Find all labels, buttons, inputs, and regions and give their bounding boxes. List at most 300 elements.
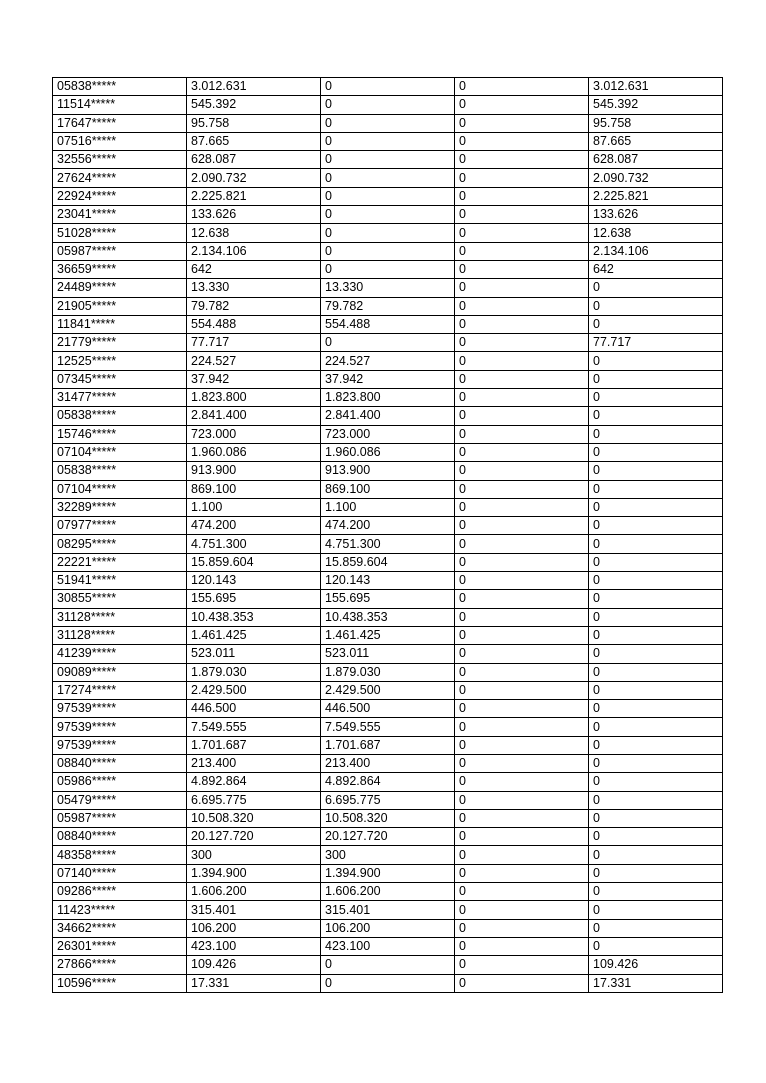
col3-cell: 155.695: [321, 590, 455, 608]
col4-cell: 0: [455, 956, 589, 974]
table-row: [53, 718, 723, 736]
amount-cell: 2.429.500: [187, 681, 321, 699]
id-cell: 97539*****: [53, 718, 187, 736]
table-row: [53, 590, 723, 608]
col5-cell: 0: [589, 462, 723, 480]
table-row: [53, 846, 723, 864]
table-row: [53, 864, 723, 882]
amount-cell: 1.701.687: [187, 736, 321, 754]
col3-cell: 1.701.687: [321, 736, 455, 754]
col4-cell: 0: [455, 462, 589, 480]
col3-cell: 1.394.900: [321, 864, 455, 882]
amount-cell: 1.461.425: [187, 626, 321, 644]
amount-cell: 13.330: [187, 279, 321, 297]
col3-cell: 2.841.400: [321, 407, 455, 425]
col5-cell: 642: [589, 260, 723, 278]
amount-cell: 523.011: [187, 645, 321, 663]
col3-cell: 0: [321, 151, 455, 169]
col3-cell: 0: [321, 78, 455, 96]
col4-cell: 0: [455, 791, 589, 809]
table-row: [53, 462, 723, 480]
id-cell: 36659*****: [53, 260, 187, 278]
col5-cell: 0: [589, 754, 723, 772]
table-row: [53, 700, 723, 718]
col4-cell: 0: [455, 937, 589, 955]
amount-cell: 1.879.030: [187, 663, 321, 681]
col5-cell: 0: [589, 407, 723, 425]
table-row: [53, 260, 723, 278]
col5-cell: 109.426: [589, 956, 723, 974]
table-body: [53, 78, 723, 993]
col5-cell: 628.087: [589, 151, 723, 169]
col4-cell: 0: [455, 206, 589, 224]
table-row: [53, 169, 723, 187]
col5-cell: 3.012.631: [589, 78, 723, 96]
id-cell: 24489*****: [53, 279, 187, 297]
id-cell: 27624*****: [53, 169, 187, 187]
col5-cell: 0: [589, 297, 723, 315]
col5-cell: 0: [589, 901, 723, 919]
id-cell: 26301*****: [53, 937, 187, 955]
col3-cell: 315.401: [321, 901, 455, 919]
col5-cell: 87.665: [589, 132, 723, 150]
amount-cell: 300: [187, 846, 321, 864]
col3-cell: 13.330: [321, 279, 455, 297]
id-cell: 97539*****: [53, 736, 187, 754]
col5-cell: 0: [589, 608, 723, 626]
col5-cell: 0: [589, 535, 723, 553]
col3-cell: 554.488: [321, 315, 455, 333]
id-cell: 22924*****: [53, 187, 187, 205]
col5-cell: 12.638: [589, 224, 723, 242]
id-cell: 09089*****: [53, 663, 187, 681]
id-cell: 07977*****: [53, 517, 187, 535]
col5-cell: 0: [589, 828, 723, 846]
col5-cell: 2.225.821: [589, 187, 723, 205]
col4-cell: 0: [455, 700, 589, 718]
col5-cell: 0: [589, 480, 723, 498]
table-row: [53, 297, 723, 315]
amount-cell: 1.823.800: [187, 389, 321, 407]
amount-cell: 446.500: [187, 700, 321, 718]
id-cell: 27866*****: [53, 956, 187, 974]
table-row: [53, 242, 723, 260]
amount-cell: 17.331: [187, 974, 321, 992]
id-cell: 07516*****: [53, 132, 187, 150]
col4-cell: 0: [455, 809, 589, 827]
col5-cell: 0: [589, 352, 723, 370]
col4-cell: 0: [455, 645, 589, 663]
col3-cell: 6.695.775: [321, 791, 455, 809]
col3-cell: 4.892.864: [321, 773, 455, 791]
col4-cell: 0: [455, 279, 589, 297]
table-row: [53, 663, 723, 681]
table-row: [53, 443, 723, 461]
col4-cell: 0: [455, 169, 589, 187]
col3-cell: 0: [321, 956, 455, 974]
col5-cell: 0: [589, 626, 723, 644]
amount-cell: 628.087: [187, 151, 321, 169]
col3-cell: 213.400: [321, 754, 455, 772]
col3-cell: 4.751.300: [321, 535, 455, 553]
col3-cell: 1.461.425: [321, 626, 455, 644]
col4-cell: 0: [455, 315, 589, 333]
table-row: [53, 626, 723, 644]
amount-cell: 1.960.086: [187, 443, 321, 461]
col4-cell: 0: [455, 297, 589, 315]
col4-cell: 0: [455, 846, 589, 864]
table-row: [53, 279, 723, 297]
amount-cell: 723.000: [187, 425, 321, 443]
table-row: [53, 132, 723, 150]
col4-cell: 0: [455, 864, 589, 882]
col3-cell: 1.100: [321, 498, 455, 516]
col3-cell: 0: [321, 114, 455, 132]
table-row: [53, 773, 723, 791]
amount-cell: 109.426: [187, 956, 321, 974]
col5-cell: 0: [589, 773, 723, 791]
table-row: [53, 883, 723, 901]
id-cell: 30855*****: [53, 590, 187, 608]
col3-cell: 0: [321, 132, 455, 150]
col3-cell: 913.900: [321, 462, 455, 480]
table-row: [53, 754, 723, 772]
col3-cell: 0: [321, 974, 455, 992]
col3-cell: 1.606.200: [321, 883, 455, 901]
amount-cell: 4.892.864: [187, 773, 321, 791]
col5-cell: 0: [589, 572, 723, 590]
amount-cell: 2.134.106: [187, 242, 321, 260]
col3-cell: 37.942: [321, 370, 455, 388]
amount-cell: 77.717: [187, 334, 321, 352]
amount-cell: 95.758: [187, 114, 321, 132]
col3-cell: 120.143: [321, 572, 455, 590]
amount-cell: 423.100: [187, 937, 321, 955]
col4-cell: 0: [455, 663, 589, 681]
table-row: [53, 937, 723, 955]
id-cell: 51028*****: [53, 224, 187, 242]
col5-cell: 545.392: [589, 96, 723, 114]
table-row: [53, 791, 723, 809]
table-row: [53, 828, 723, 846]
id-cell: 09286*****: [53, 883, 187, 901]
col3-cell: 7.549.555: [321, 718, 455, 736]
table-row: [53, 224, 723, 242]
id-cell: 21779*****: [53, 334, 187, 352]
amount-cell: 2.841.400: [187, 407, 321, 425]
col4-cell: 0: [455, 224, 589, 242]
col4-cell: 0: [455, 572, 589, 590]
col4-cell: 0: [455, 407, 589, 425]
col3-cell: 20.127.720: [321, 828, 455, 846]
id-cell: 11423*****: [53, 901, 187, 919]
col3-cell: 446.500: [321, 700, 455, 718]
id-cell: 21905*****: [53, 297, 187, 315]
table-row: [53, 78, 723, 96]
id-cell: 07345*****: [53, 370, 187, 388]
col3-cell: 423.100: [321, 937, 455, 955]
id-cell: 31477*****: [53, 389, 187, 407]
col3-cell: 0: [321, 96, 455, 114]
table-row: [53, 480, 723, 498]
table-row: [53, 498, 723, 516]
col3-cell: 0: [321, 260, 455, 278]
col4-cell: 0: [455, 187, 589, 205]
col5-cell: 0: [589, 791, 723, 809]
col5-cell: 0: [589, 883, 723, 901]
col4-cell: 0: [455, 389, 589, 407]
col4-cell: 0: [455, 78, 589, 96]
amount-cell: 10.508.320: [187, 809, 321, 827]
col4-cell: 0: [455, 754, 589, 772]
id-cell: 11514*****: [53, 96, 187, 114]
col4-cell: 0: [455, 901, 589, 919]
id-cell: 23041*****: [53, 206, 187, 224]
amount-cell: 869.100: [187, 480, 321, 498]
col3-cell: 15.859.604: [321, 553, 455, 571]
col3-cell: 1.879.030: [321, 663, 455, 681]
col4-cell: 0: [455, 773, 589, 791]
table-row: [53, 572, 723, 590]
col5-cell: 77.717: [589, 334, 723, 352]
col4-cell: 0: [455, 370, 589, 388]
table-row: [53, 681, 723, 699]
col4-cell: 0: [455, 352, 589, 370]
col4-cell: 0: [455, 132, 589, 150]
id-cell: 51941*****: [53, 572, 187, 590]
table-row: [53, 206, 723, 224]
col5-cell: 0: [589, 645, 723, 663]
amount-cell: 20.127.720: [187, 828, 321, 846]
col5-cell: 0: [589, 498, 723, 516]
id-cell: 34662*****: [53, 919, 187, 937]
id-cell: 05987*****: [53, 809, 187, 827]
id-cell: 10596*****: [53, 974, 187, 992]
col4-cell: 0: [455, 828, 589, 846]
col3-cell: 523.011: [321, 645, 455, 663]
table-row: [53, 370, 723, 388]
id-cell: 08840*****: [53, 754, 187, 772]
id-cell: 08840*****: [53, 828, 187, 846]
col5-cell: 0: [589, 718, 723, 736]
col3-cell: 2.429.500: [321, 681, 455, 699]
table-row: [53, 114, 723, 132]
id-cell: 05986*****: [53, 773, 187, 791]
id-cell: 32289*****: [53, 498, 187, 516]
col4-cell: 0: [455, 96, 589, 114]
col4-cell: 0: [455, 919, 589, 937]
amount-cell: 554.488: [187, 315, 321, 333]
amount-cell: 913.900: [187, 462, 321, 480]
amount-cell: 133.626: [187, 206, 321, 224]
col4-cell: 0: [455, 151, 589, 169]
id-cell: 07140*****: [53, 864, 187, 882]
col4-cell: 0: [455, 425, 589, 443]
id-cell: 05987*****: [53, 242, 187, 260]
table-row: [53, 352, 723, 370]
col4-cell: 0: [455, 553, 589, 571]
amount-cell: 87.665: [187, 132, 321, 150]
id-cell: 05838*****: [53, 78, 187, 96]
amount-cell: 12.638: [187, 224, 321, 242]
col3-cell: 869.100: [321, 480, 455, 498]
table-row: [53, 535, 723, 553]
table-row: [53, 809, 723, 827]
id-cell: 07104*****: [53, 480, 187, 498]
col5-cell: 0: [589, 937, 723, 955]
col4-cell: 0: [455, 626, 589, 644]
col5-cell: 0: [589, 370, 723, 388]
table-row: [53, 736, 723, 754]
id-cell: 41239*****: [53, 645, 187, 663]
col3-cell: 474.200: [321, 517, 455, 535]
id-cell: 05838*****: [53, 407, 187, 425]
id-cell: 31128*****: [53, 608, 187, 626]
table-row: [53, 553, 723, 571]
amount-cell: 15.859.604: [187, 553, 321, 571]
table-row: [53, 919, 723, 937]
amount-cell: 224.527: [187, 352, 321, 370]
amount-cell: 3.012.631: [187, 78, 321, 96]
amount-cell: 7.549.555: [187, 718, 321, 736]
col5-cell: 0: [589, 919, 723, 937]
col5-cell: 2.134.106: [589, 242, 723, 260]
table-row: [53, 425, 723, 443]
amount-cell: 37.942: [187, 370, 321, 388]
amount-cell: 315.401: [187, 901, 321, 919]
amount-cell: 213.400: [187, 754, 321, 772]
table-row: [53, 187, 723, 205]
id-cell: 97539*****: [53, 700, 187, 718]
table-row: [53, 608, 723, 626]
id-cell: 08295*****: [53, 535, 187, 553]
col3-cell: 10.438.353: [321, 608, 455, 626]
col3-cell: 0: [321, 187, 455, 205]
col3-cell: 1.960.086: [321, 443, 455, 461]
col4-cell: 0: [455, 498, 589, 516]
col5-cell: 2.090.732: [589, 169, 723, 187]
col4-cell: 0: [455, 535, 589, 553]
col4-cell: 0: [455, 718, 589, 736]
col3-cell: 0: [321, 334, 455, 352]
table-row: [53, 151, 723, 169]
amount-cell: 1.394.900: [187, 864, 321, 882]
col4-cell: 0: [455, 590, 589, 608]
col5-cell: 0: [589, 681, 723, 699]
col4-cell: 0: [455, 681, 589, 699]
amount-cell: 10.438.353: [187, 608, 321, 626]
col5-cell: 0: [589, 700, 723, 718]
id-cell: 17274*****: [53, 681, 187, 699]
col5-cell: 95.758: [589, 114, 723, 132]
table-row: [53, 315, 723, 333]
col3-cell: 0: [321, 206, 455, 224]
col5-cell: 0: [589, 443, 723, 461]
col3-cell: 79.782: [321, 297, 455, 315]
amount-cell: 155.695: [187, 590, 321, 608]
id-cell: 05479*****: [53, 791, 187, 809]
col4-cell: 0: [455, 334, 589, 352]
table-row: [53, 974, 723, 992]
col5-cell: 17.331: [589, 974, 723, 992]
amount-cell: 474.200: [187, 517, 321, 535]
table-row: [53, 334, 723, 352]
amount-cell: 1.100: [187, 498, 321, 516]
table-row: [53, 96, 723, 114]
col5-cell: 0: [589, 279, 723, 297]
col4-cell: 0: [455, 443, 589, 461]
col3-cell: 0: [321, 242, 455, 260]
col4-cell: 0: [455, 974, 589, 992]
id-cell: 17647*****: [53, 114, 187, 132]
col5-cell: 0: [589, 864, 723, 882]
amount-cell: 6.695.775: [187, 791, 321, 809]
col5-cell: 0: [589, 809, 723, 827]
amount-cell: 106.200: [187, 919, 321, 937]
table-row: [53, 645, 723, 663]
col4-cell: 0: [455, 114, 589, 132]
col3-cell: 10.508.320: [321, 809, 455, 827]
col5-cell: 0: [589, 663, 723, 681]
amount-cell: 79.782: [187, 297, 321, 315]
table-row: [53, 956, 723, 974]
col3-cell: 723.000: [321, 425, 455, 443]
amount-cell: 4.751.300: [187, 535, 321, 553]
table-row: [53, 389, 723, 407]
amount-cell: 120.143: [187, 572, 321, 590]
col3-cell: 106.200: [321, 919, 455, 937]
col4-cell: 0: [455, 517, 589, 535]
col3-cell: 224.527: [321, 352, 455, 370]
col5-cell: 0: [589, 517, 723, 535]
id-cell: 32556*****: [53, 151, 187, 169]
col4-cell: 0: [455, 736, 589, 754]
amount-cell: 642: [187, 260, 321, 278]
col3-cell: 1.823.800: [321, 389, 455, 407]
col4-cell: 0: [455, 242, 589, 260]
amount-cell: 2.090.732: [187, 169, 321, 187]
col4-cell: 0: [455, 480, 589, 498]
col5-cell: 0: [589, 315, 723, 333]
amount-cell: 545.392: [187, 96, 321, 114]
id-cell: 31128*****: [53, 626, 187, 644]
data-table: [52, 77, 723, 993]
col3-cell: 0: [321, 169, 455, 187]
id-cell: 22221*****: [53, 553, 187, 571]
col3-cell: 0: [321, 224, 455, 242]
id-cell: 48358*****: [53, 846, 187, 864]
table-row: [53, 901, 723, 919]
col5-cell: 0: [589, 425, 723, 443]
col5-cell: 0: [589, 846, 723, 864]
col4-cell: 0: [455, 608, 589, 626]
col5-cell: 0: [589, 590, 723, 608]
amount-cell: 2.225.821: [187, 187, 321, 205]
id-cell: 12525*****: [53, 352, 187, 370]
col5-cell: 133.626: [589, 206, 723, 224]
table-row: [53, 517, 723, 535]
amount-cell: 1.606.200: [187, 883, 321, 901]
col5-cell: 0: [589, 389, 723, 407]
id-cell: 07104*****: [53, 443, 187, 461]
table-row: [53, 407, 723, 425]
col5-cell: 0: [589, 553, 723, 571]
col3-cell: 300: [321, 846, 455, 864]
col5-cell: 0: [589, 736, 723, 754]
id-cell: 11841*****: [53, 315, 187, 333]
id-cell: 15746*****: [53, 425, 187, 443]
id-cell: 05838*****: [53, 462, 187, 480]
